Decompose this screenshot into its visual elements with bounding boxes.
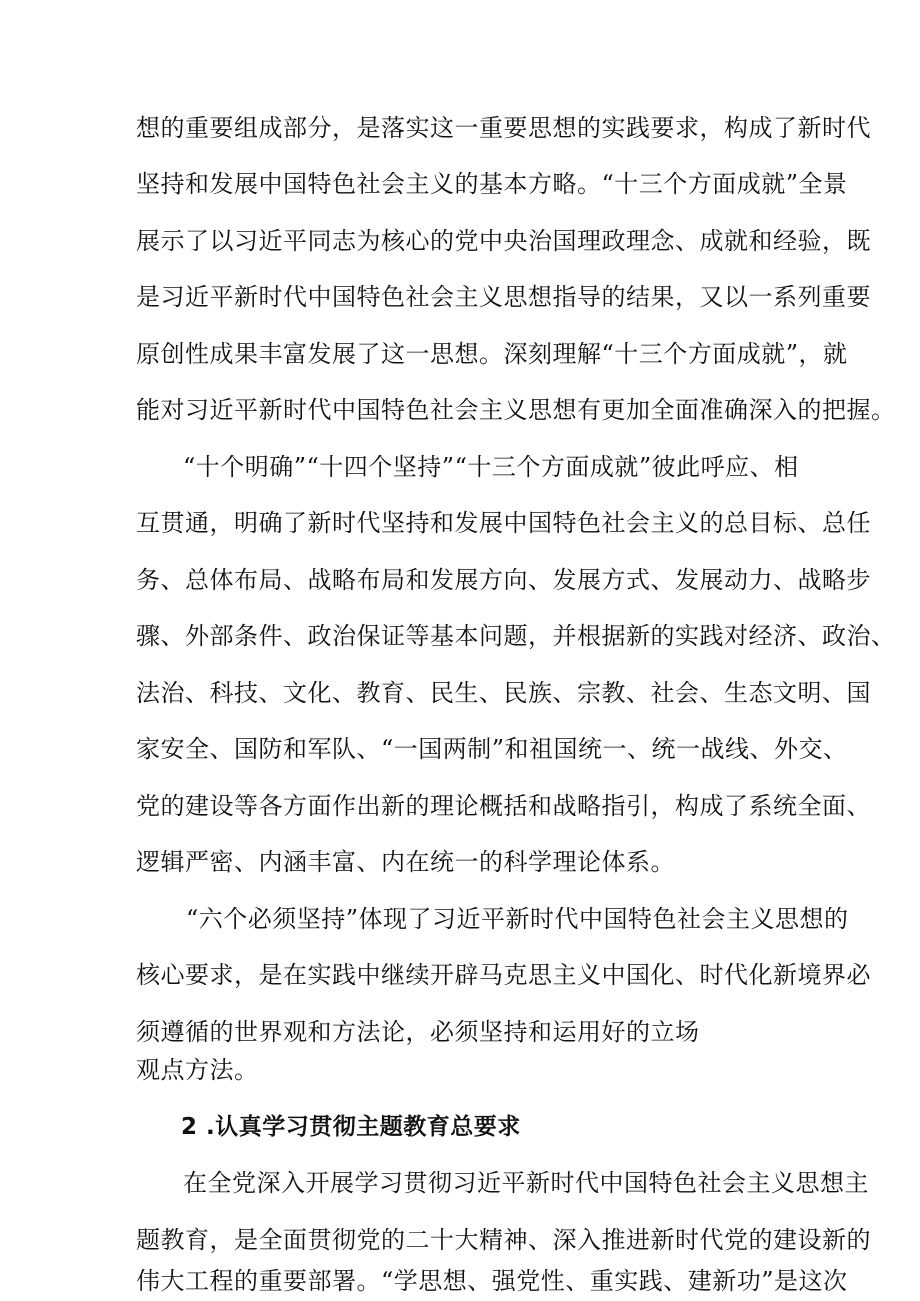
paragraph-2-line-2: 互贯通，明确了新时代坚持和发展中国特色社会主义的总目标、总任 <box>136 509 871 537</box>
paragraph-2-line-6: 家安全、国防和军队、“一国两制”和祖国统一、统一战线、外交、 <box>136 735 848 763</box>
paragraph-1-line-4: 是习近平新时代中国特色社会主义思想指导的结果，又以一系列重要 <box>136 283 871 311</box>
paragraph-1-line-3: 展示了以习近平同志为核心的党中央治国理政理念、成就和经验，既 <box>136 227 871 255</box>
paragraph-2-line-7: 党的建设等各方面作出新的理论概括和战略指引，构成了系统全面、 <box>136 792 871 820</box>
paragraph-1-line-6: 能对习近平新时代中国特色社会主义思想有更加全面准确深入的把握。 <box>136 396 896 424</box>
paragraph-3-line-3: 须遵循的世界观和方法论，必须坚持和运用好的立场 <box>136 1018 700 1046</box>
paragraph-1-line-1: 想的重要组成部分，是落实这一重要思想的实践要求，构成了新时代 <box>136 114 871 142</box>
section-heading: 2 .认真学习贯彻主题教育总要求 <box>181 1114 521 1140</box>
paragraph-1-line-5: 原创性成果丰富发展了这一思想。深刻理解“十三个方面成就”，就 <box>136 340 848 368</box>
paragraph-2-line-5: 法治、科技、文化、教育、民生、民族、宗教、社会、生态文明、国 <box>136 679 871 707</box>
paragraph-2-line-8: 逻辑严密、内涵丰富、内在统一的科学理论体系。 <box>136 848 675 876</box>
paragraph-3-line-2: 核心要求，是在实践中继续开辟马克思主义中国化、时代化新境界必 <box>136 961 871 989</box>
paragraph-3-line-1: “六个必须坚持”体现了习近平新时代中国特色社会主义思想的 <box>186 905 849 933</box>
paragraph-2-line-3: 务、总体布局、战略布局和发展方向、发展方式、发展动力、战略步 <box>136 566 871 594</box>
paragraph-4-line-1: 在全党深入开展学习贯彻习近平新时代中国特色社会主义思想主 <box>183 1169 869 1197</box>
paragraph-4-line-2: 题教育，是全面贯彻党的二十大精神、深入推进新时代党的建设新的 <box>136 1226 871 1254</box>
paragraph-2-line-1: “十个明确”“十四个坚持”“十三个方面成就”彼此呼应、相 <box>183 453 799 481</box>
paragraph-3-line-4: 观点方法。 <box>136 1056 259 1084</box>
paragraph-2-line-4: 骤、外部条件、政治保证等基本问题，并根据新的实践对经济、政治、 <box>136 622 896 650</box>
paragraph-4-line-3: 伟大工程的重要部署。“学思想、强党性、重实践、建新功”是这次 <box>136 1267 848 1295</box>
paragraph-1-line-2: 坚持和发展中国特色社会主义的基本方略。“十三个方面成就”全景 <box>136 170 848 198</box>
